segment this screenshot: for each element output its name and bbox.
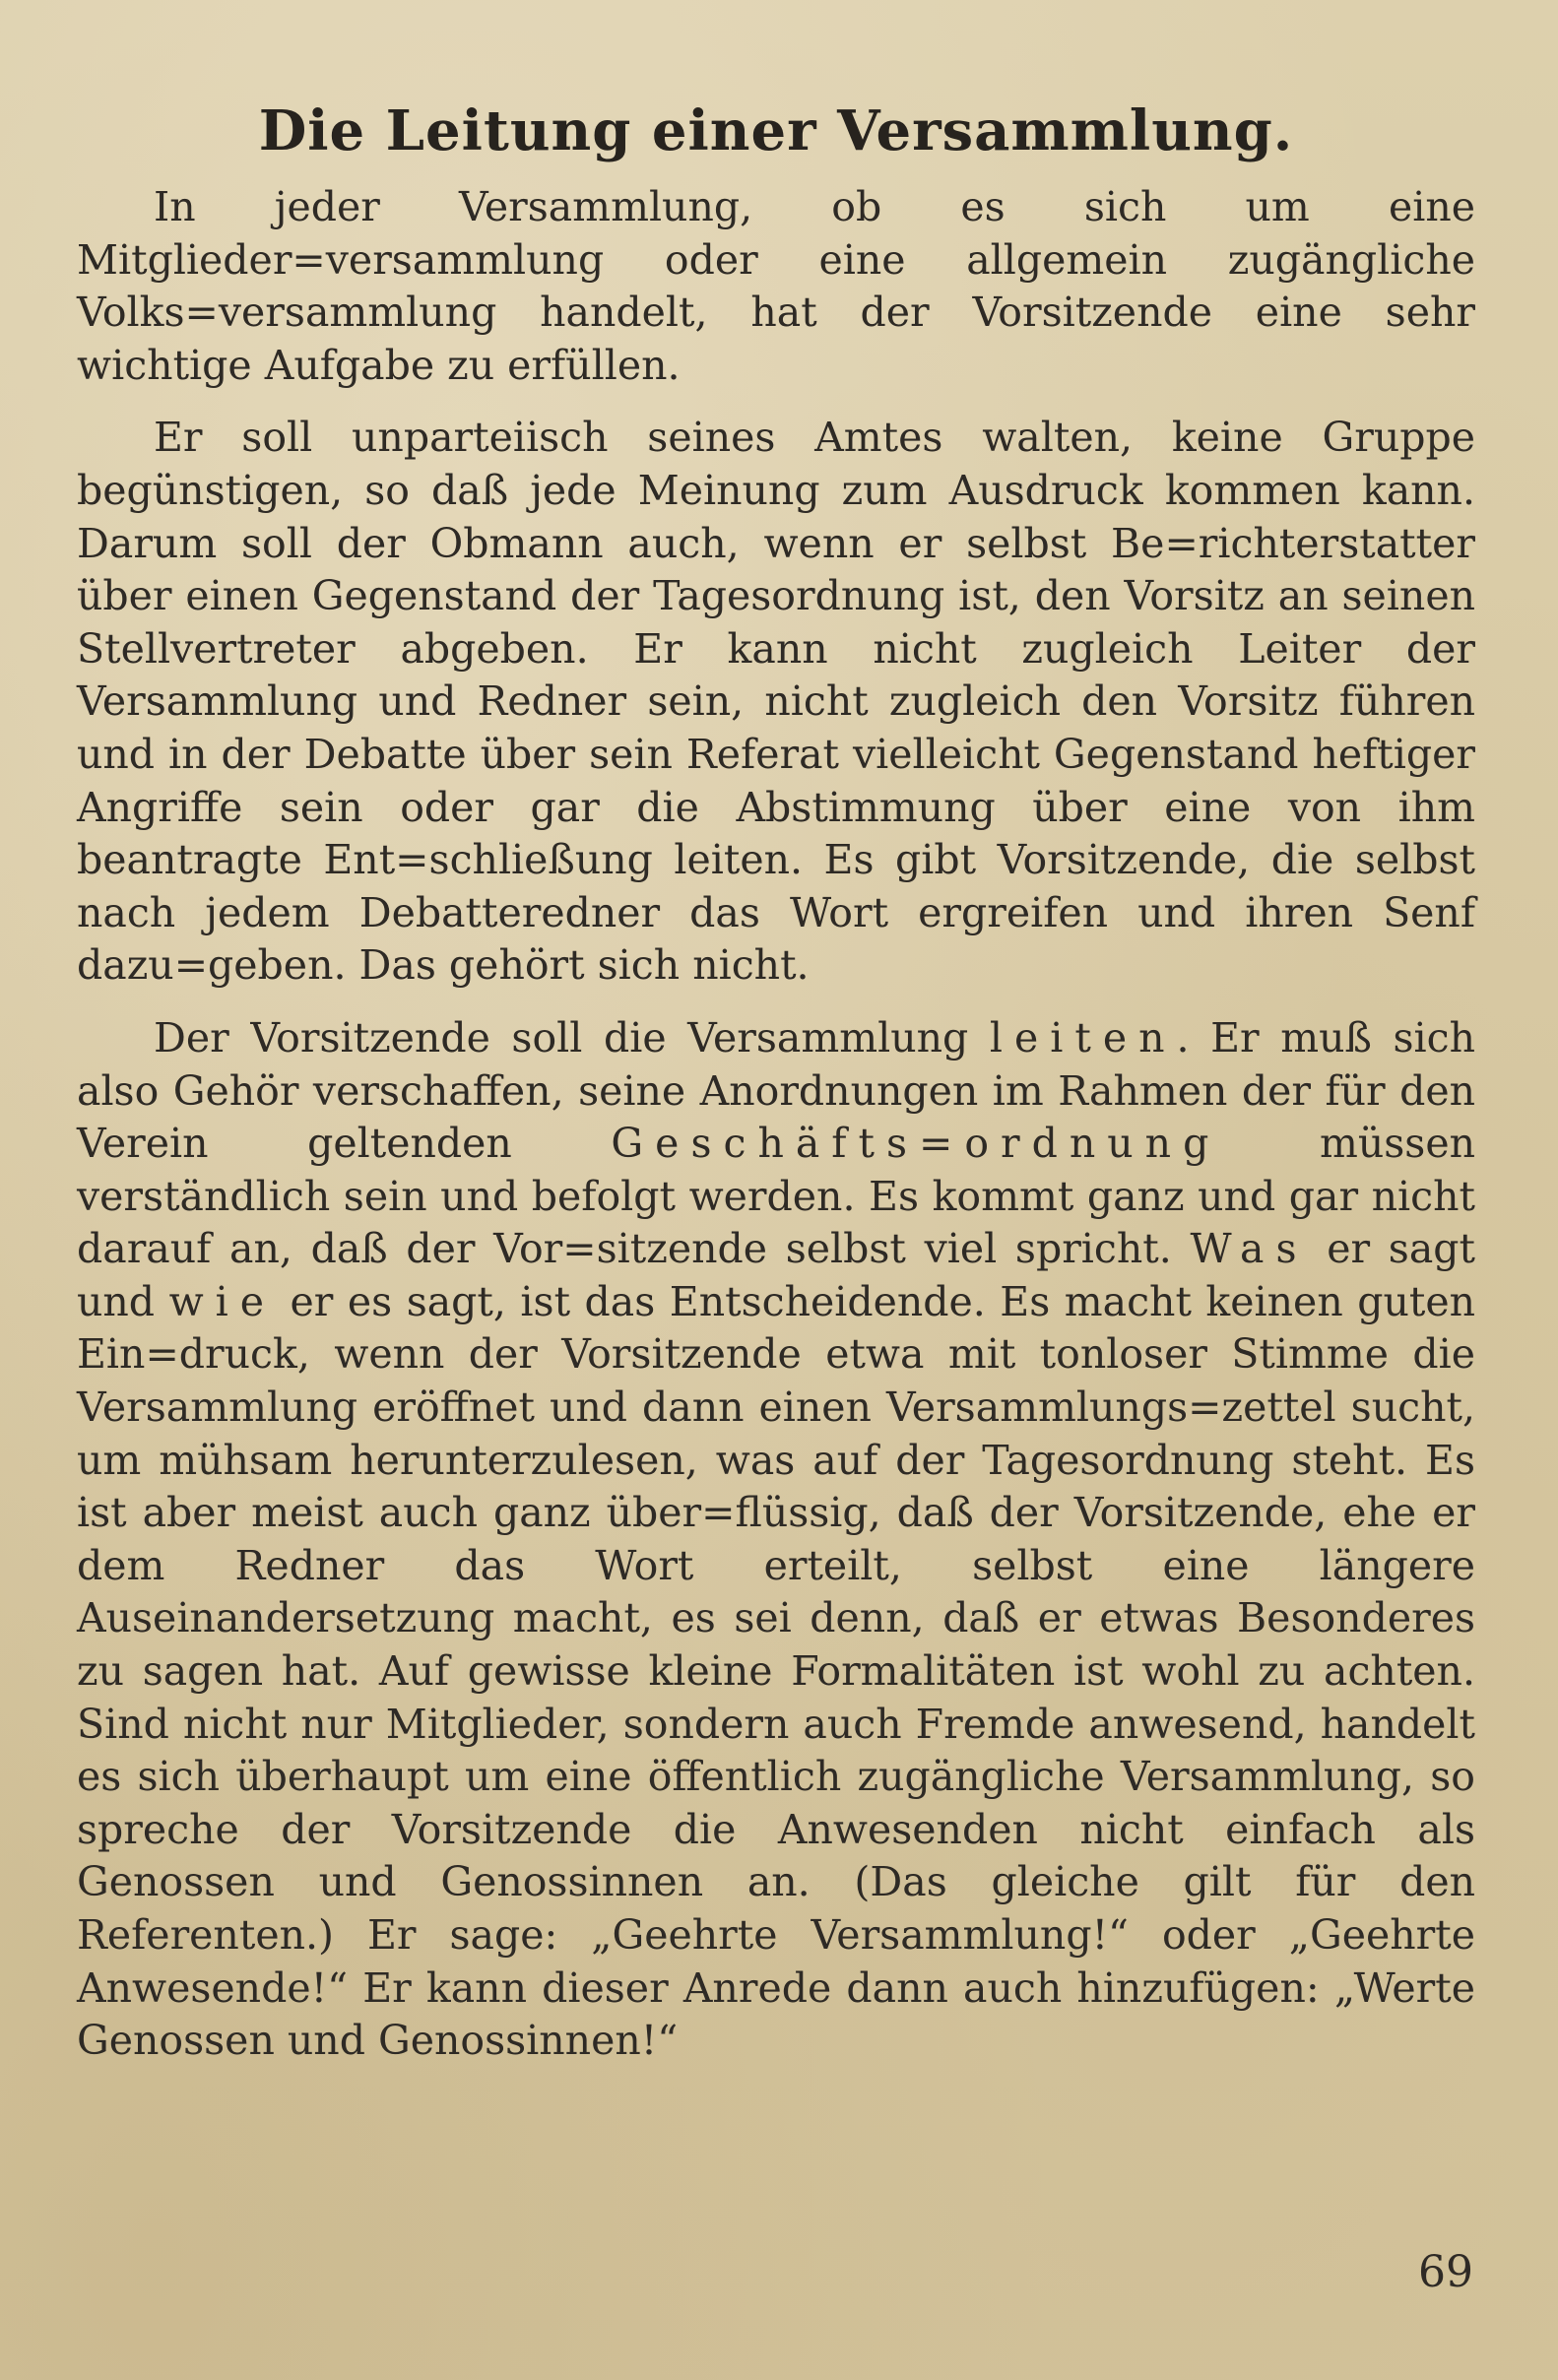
paragraph-text: er sagt und — [77, 1225, 1475, 1325]
paragraph-text: Der Vorsitzende soll die Versammlung — [154, 1013, 990, 1061]
paragraph-1 — [77, 181, 1475, 392]
paragraph-text: er es sagt, ist das Entscheidende. Es macht keinen guten Ein=druck, wenn der Vorsitzende etwa mit tonloser Stimme die Versammlung eröffnet und dann einen Versammlungs=zettel sucht, um mühsam herunterzulesen, was auf der Tagesordnung steht. Es ist aber meist auch ganz über=flüssig, daß der Vorsitzende, ehe er dem Redner das Wort erteilt, selbst eine längere Auseinandersetzung macht, es sei denn, daß er etwas Besonderes zu sagen hat. Auf gewisse kleine Formalitäten ist wohl zu achten. Sind nicht nur Mitglieder, sondern auch Fremde anwesend, handelt es sich überhaupt um eine öffentlich zugängliche Versammlung, so spreche der Vorsitzende die Anwesenden nicht einfach als Genossen und Genossinnen an. (Das gleiche gilt für den Referenten.) Er sage: „Geehrte Versammlung!“ oder „Geehrte Anwesende!“ Er kann dieser Anrede dann auch hinzufügen: „Werte Genossen und Genossinnen!“ — [77, 1277, 1476, 2065]
paragraph-2 — [77, 412, 1475, 993]
emphasized-word: leiten — [989, 1013, 1177, 1061]
paragraph-text: In jeder Versammlung, ob es sich um eine Mitglieder=versammlung oder eine allgemein zugängliche Volks=versammlung handelt, hat der Vorsitzende eine sehr wichtige Aufgabe zu erfüllen. — [77, 183, 1475, 389]
page-title: Die Leitung einer Versammlung. — [258, 98, 1294, 163]
emphasized-word: Geschäfts=ordnung — [611, 1120, 1221, 1168]
paragraph-3 — [77, 1012, 1475, 2068]
paragraph-text: . Er muß sich also Gehör verschaffen, seine Anordnungen im Rahmen der für den Verein geltenden — [77, 1013, 1475, 1168]
emphasized-word: wie — [168, 1277, 277, 1325]
emphasized-word: Was — [1190, 1225, 1309, 1273]
page-content — [77, 98, 1475, 2088]
page-number: 69 — [1418, 2247, 1473, 2297]
paragraph-text: Er soll unparteiisch seines Amtes walten, keine Gruppe begünstigen, so daß jede Meinung zum Ausdruck kommen kann. Darum soll der Obmann auch, wenn er selbst Be=richterstatter über einen Gegenstand der Tagesordnung ist, den Vorsitz an seinen Stellvertreter abgeben. Er kann nicht zugleich Leiter der Versammlung und Redner sein, nicht zugleich den Vorsitz führen und in der Debatte über sein Referat vielleicht Gegenstand heftiger Angriffe sein oder gar die Abstimmung über eine von ihm beantragte Ent=schließung leiten. Es gibt Vorsitzende, die selbst nach jedem Debatteredner das Wort ergreifen und ihren Senf dazu=geben. Das gehört sich nicht. — [77, 414, 1475, 990]
paragraph-text: müssen verständlich sein und befolgt werden. Es kommt ganz und gar nicht darauf an, daß der Vor=sitzende selbst viel spricht. — [77, 1120, 1475, 1273]
